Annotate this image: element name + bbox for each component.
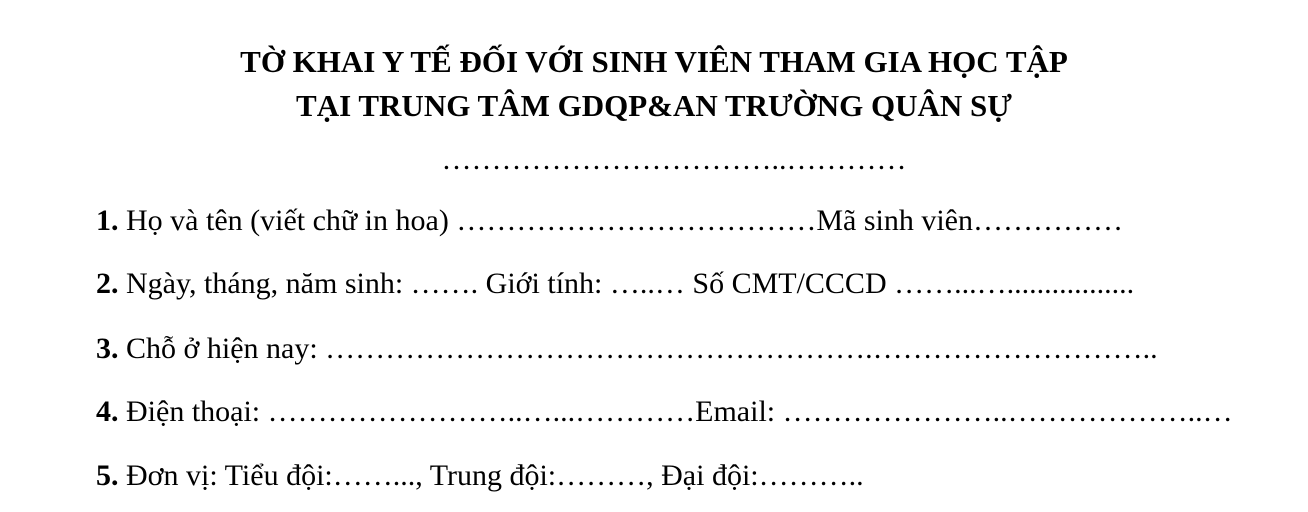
field-label: Họ và tên (viết chữ in hoa) ………………………………Mã sinh viên…………… bbox=[118, 204, 1123, 237]
field-number: 1. bbox=[96, 204, 119, 237]
field-label: Ngày, tháng, năm sinh: ……. Giới tính: …..… Số CMT/CCCD ……...…................. bbox=[118, 267, 1135, 300]
form-title-line-2: TẠI TRUNG TÂM GDQP&AN TRƯỜNG QUÂN SỰ bbox=[296, 88, 1012, 123]
field-full-name-student-id bbox=[96, 203, 1123, 239]
field-number: 2. bbox=[96, 267, 119, 300]
field-birth-gender-id bbox=[96, 266, 1134, 302]
title-dotted-line: ……………………………..………… bbox=[441, 143, 907, 176]
field-number: 3. bbox=[96, 332, 119, 365]
field-phone-email bbox=[96, 394, 1233, 430]
field-number: 5. bbox=[96, 459, 119, 492]
field-unit bbox=[96, 458, 864, 494]
field-label: Đơn vị: Tiểu đội:……..., Trung đội:………, Đại đội:……….. bbox=[118, 459, 864, 492]
field-current-address bbox=[96, 331, 1158, 367]
field-label: Chỗ ở hiện nay: ……………………………………………….……………………….. bbox=[118, 332, 1158, 365]
field-number: 4. bbox=[96, 395, 119, 428]
field-label: Điện thoại: ……………………..…...…………Email: …………………..………………..… bbox=[118, 395, 1233, 428]
form-title-line-1: TỜ KHAI Y TẾ ĐỐI VỚI SINH VIÊN THAM GIA HỌC TẬP bbox=[240, 44, 1068, 79]
